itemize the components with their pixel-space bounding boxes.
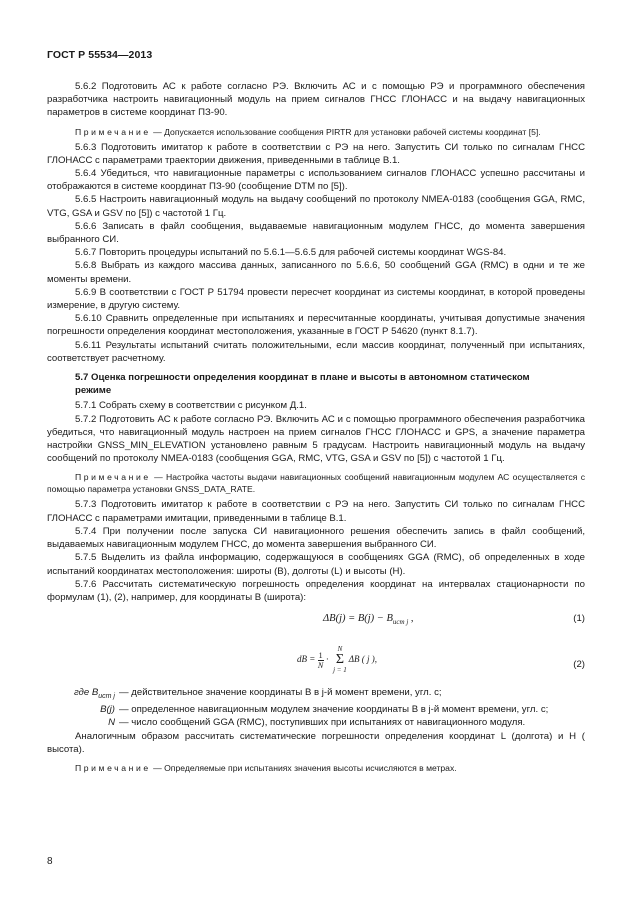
paragraph-analog: Аналогичным образом рассчитать систематические погрешности определения координат L (долгота) и H ( высота). (47, 730, 585, 755)
note-3 (47, 762, 585, 774)
note-label: Примечание (75, 763, 151, 774)
formula-2-number: (2) (573, 659, 585, 671)
paragraph-5-7-2: 5.7.2 Подготовить АС к работе согласно РЭ. Включить АС и с помощью программного обеспечения разработчика убедиться, что навигационный модуль настроен на прием сигналов ГНСС ГЛОНАСС и GPS, а значение параметра настройки GNSS_MIN_ELEVATION установлено равным 5 градусам. Настроить навигационный модуль на выдачу сообщений по протоколу NMEA-0183 (сообщения GGA, RMC, VTG, GSA и GSV по [5]) с частотой 1 Гц. (47, 413, 585, 465)
definitions-list (47, 686, 585, 730)
paragraph-5-6-4: 5.6.4 Убедиться, что навигационные параметры с использованием сигналов ГЛОНАСС успешно рассчитаны и отображаются в системе координат ПЗ-90 (сообщение DTM по [5]). (47, 168, 585, 193)
paragraph-5-6-2: 5.6.2 Подготовить АС к работе согласно РЭ. Включить АС и с помощью РЭ и программного обеспечения разработчика настроить навигационный модуль на прием сигналов ГНСС ГЛОНАСС и на выдачу навигационных параметров в системе координат ПЗ-90. (47, 81, 585, 119)
note-text: — Определяемые при испытаниях значения высоты исчисляются в метрах. (150, 763, 457, 774)
definition-row: N — число сообщений GGA (RMC), поступивших при испытаниях от навигационного модуля. (108, 717, 526, 729)
fraction: $\frac{1}{N}$ (317, 650, 324, 670)
standard-header: ГОСТ Р 55534—2013 (47, 49, 153, 61)
definition-row: где $B_{ист j}$ — действительное значение координаты B в j-й момент времени, угл. с; (73, 687, 442, 701)
paragraph-5-6-5: 5.6.5 Настроить навигационный модуль на выдачу сообщений по протоколу NMEA-0183 (сообщения GGA, RMC, VTG, GSA и GSV по [5]) с частотой 1 Гц. (47, 194, 585, 219)
paragraph-5-6-10: 5.6.10 Сравнить определенные при испытаниях и пересчитанные координаты, учитывая допустимые значения погрешности определения координат местоположения, указанные в ГОСТ Р 54620 (пункт 8.1.7). (47, 313, 585, 338)
note-text: — Настройка частоты выдачи навигационных сообщений навигационным модулем АС осуществляется с помощью параметра установки GNSS_DATA_RATE. (47, 472, 585, 495)
paragraph-5-6-9: 5.6.9 В соответствии с ГОСТ Р 51794 провести пересчет координат из системы координат, в которой проведены измерение, в другую систему. (47, 286, 585, 312)
note-label: Примечание (75, 126, 151, 137)
paragraph-5-7-6: 5.7.6 Рассчитать систематическую погрешность определения координат на интервалах стационарности по формулам (1), (2), например, для координаты B (широта): (47, 578, 585, 603)
paragraph-5-7-1: 5.7.1 Собрать схему в соответствии с рисунком Д.1. (75, 400, 307, 412)
paragraph-5-6-6: 5.6.6 Записать в файл сообщения, выдаваемые навигационным модулем ГНСС, до момента завершения выбранного СИ. (47, 220, 585, 246)
note-text: — Допускается использование сообщения PIRTR для установки рабочей системы координат [5]. (150, 126, 541, 137)
page-content (47, 80, 585, 777)
definition-row: B(j) — определенное навигационным модулем значение координаты B в j-й момент времени, угл. с; (100, 704, 549, 716)
paragraph-5-6-3: 5.6.3 Подготовить имитатор к работе в соответствии с РЭ на него. Запустить СИ только по сигналам ГНСС ГЛОНАСС с параметрами траектории движения, приведенными в таблице В.1. (47, 141, 585, 166)
sum-symbol: N Σ j = 1 (333, 645, 347, 675)
note-label: Примечание (75, 472, 151, 483)
paragraph-5-6-11: 5.6.11 Результаты испытаний считать положительными, если массив координат, полученный при испытаниях, соответствует расчетному. (47, 339, 585, 364)
paragraph-5-7-5: 5.7.5 Выделить из файла информацию, содержащуюся в сообщениях GGA (RMC), об определенных в ходе испытаний координатах местоположения: широты (B), долготы (L) и высоты (H). (47, 552, 585, 577)
page-number: 8 (47, 856, 53, 867)
formula-1 (47, 604, 585, 638)
formula-2 (47, 642, 585, 684)
note-1 (47, 126, 585, 138)
paragraph-5-7-4: 5.7.4 При получении после запуска СИ навигационного решения обеспечить запись в файл сообщений, выдаваемых навигационным модулем ГНСС, до момента завершения выбранного СИ. (47, 525, 585, 551)
paragraph-5-6-8: 5.6.8 Выбрать из каждого массива данных, записанного по 5.6.6, 50 сообщений GGA (RMC) в одни и те же моменты времени. (47, 260, 585, 285)
formula-1-expression: $\Delta B(j) = B(j) - B_{ист j}$ , (323, 613, 414, 627)
formula-1-number: (1) (573, 613, 585, 625)
section-title-5-7: 5.7 Оценка погрешности определения координат в плане и высоты в автономном статическом режиме (75, 372, 530, 397)
paragraph-5-7-3: 5.7.3 Подготовить имитатор к работе в соответствии с РЭ на него. Запустить СИ только по сигналам ГНСС ГЛОНАСС с параметрами имитации, приведенными в таблице В.1. (47, 499, 585, 524)
formula-2-expression: dB = $\frac{1}{N}$ · N Σ j = 1 ΔB ( j ), (297, 645, 378, 675)
paragraph-5-6-7: 5.6.7 Повторить процедуры испытаний по 5.6.1—5.6.5 для рабочей системы координат WGS-84. (75, 247, 507, 259)
note-2 (47, 471, 585, 495)
